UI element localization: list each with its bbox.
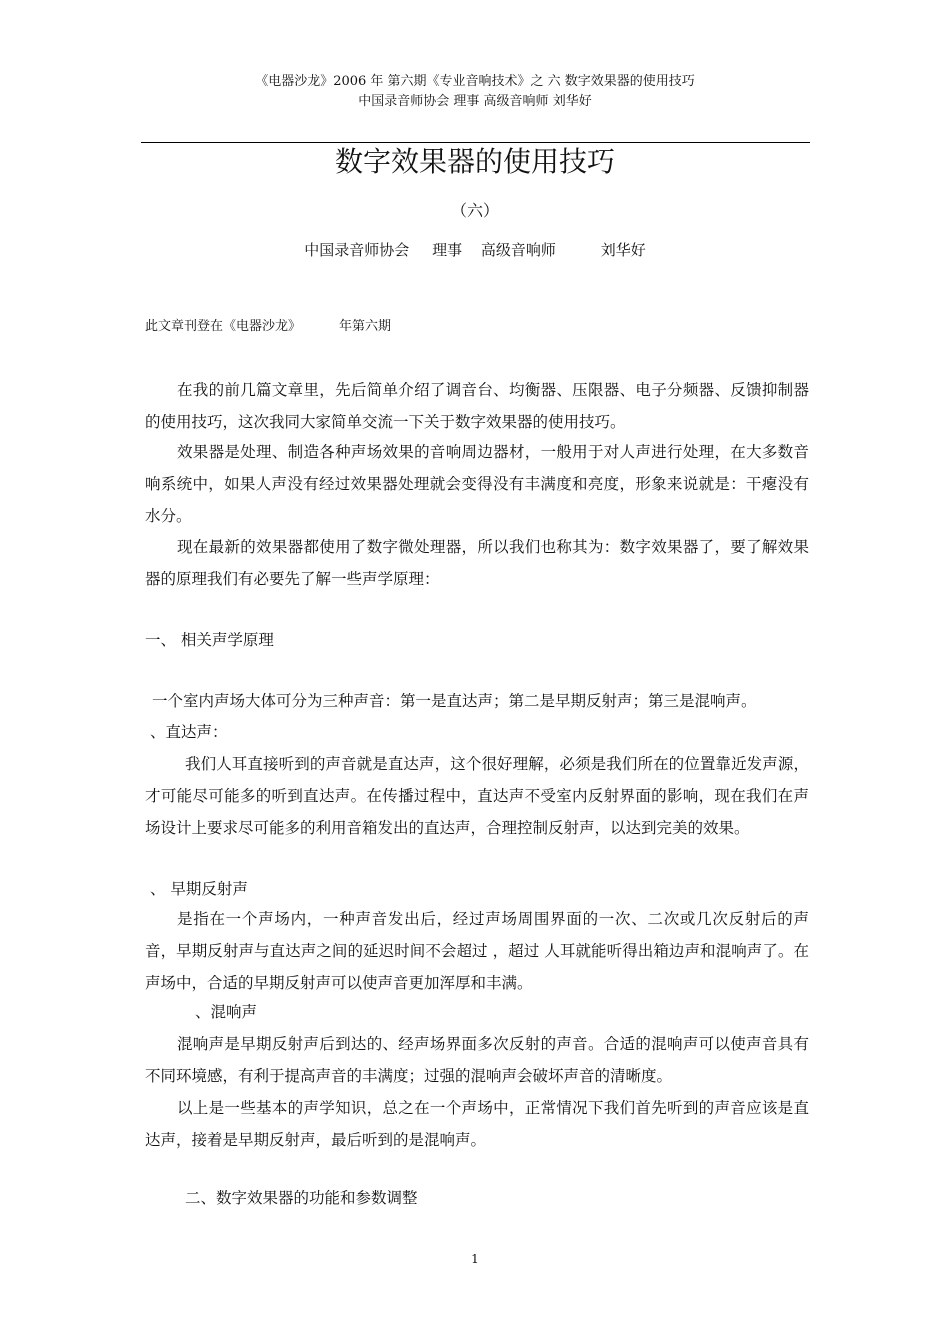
paragraph-intro-1: 在我的前几篇文章里，先后简单介绍了调音台、均衡器、压限器、电子分频器、反馈抑制器的使用技巧，这次我同大家简单交流一下关于数字效果器的使用技巧。 xyxy=(145,381,809,431)
section1-summary: 以上是一些基本的声学知识，总之在一个声场中，正常情况下我们首先听到的声音应该是直达声，接着是早期反射声，最后听到的是混响声。 xyxy=(145,1099,809,1149)
item1-heading: 、直达声： xyxy=(150,723,228,741)
publication-note-suffix: 年第六期 xyxy=(339,319,392,334)
section2-heading: 二、数字效果器的功能和参数调整 xyxy=(185,1189,418,1207)
author-line xyxy=(0,239,950,261)
page-number: 1 xyxy=(471,1252,479,1266)
author-org: 中国录音师协会 xyxy=(304,241,410,259)
section1-intro: 一个室内声场大体可分为三种声音：第一是直达声；第二是早期反射声；第三是混响声。 xyxy=(152,692,757,710)
author-rank: 高级音响师 xyxy=(480,241,556,259)
item3-heading: 、混响声 xyxy=(195,1003,258,1021)
document-title: 数字效果器的使用技巧 xyxy=(334,145,615,178)
item1-text: 我们人耳直接听到的声音就是直达声，这个很好理解，必须是我们所在的位置靠近发声源，才可能尽可能多的听到直达声。在传播过程中，直达声不受室内反射界面的影响，现在我们在声场设计上要求尽可能多的利用音箱发出的直达声，合理控制反射声，以达到完美的效果。 xyxy=(145,755,809,837)
publication-note-prefix: 此文章刊登在《电器沙龙》 xyxy=(145,319,302,334)
author-name: 刘华好 xyxy=(600,241,646,259)
running-header-line1: 《电器沙龙》2006 年 第六期《专业音响技术》之 六 数字效果器的使用技巧 xyxy=(255,74,695,89)
header-divider xyxy=(141,142,810,143)
publication-note xyxy=(145,317,391,337)
author-role: 理事 xyxy=(432,241,463,259)
document-subtitle: （六） xyxy=(450,201,499,220)
item2-heading: 、 早期反射声 xyxy=(150,880,248,898)
section1-heading: 一、 相关声学原理 xyxy=(145,631,274,649)
item2-text: 是指在一个声场内，一种声音发出后，经过声场周围界面的一次、二次或几次反射后的声音，早期反射声与直达声之间的延迟时间不会超过 ，超过 人耳就能听得出箱边声和混响声了。在声场中，合适的早期反射声可以使声音更加浑厚和丰满。 xyxy=(145,910,809,992)
running-header-line2: 中国录音师协会 理事 高级音响师 刘华好 xyxy=(358,94,592,109)
paragraph-intro-2: 效果器是处理、制造各种声场效果的音响周边器材，一般用于对人声进行处理，在大多数音响系统中，如果人声没有经过效果器处理就会变得没有丰满度和亮度，形象来说就是：干瘪没有水分。 xyxy=(145,443,809,525)
item3-text: 混响声是早期反射声后到达的、经声场界面多次反射的声音。合适的混响声可以使声音具有不同环境感，有利于提高声音的丰满度；过强的混响声会破坏声音的清晰度。 xyxy=(145,1035,809,1085)
paragraph-intro-3: 现在最新的效果器都使用了数字微处理器，所以我们也称其为：数字效果器了，要了解效果器的原理我们有必要先了解一些声学原理： xyxy=(145,538,809,588)
